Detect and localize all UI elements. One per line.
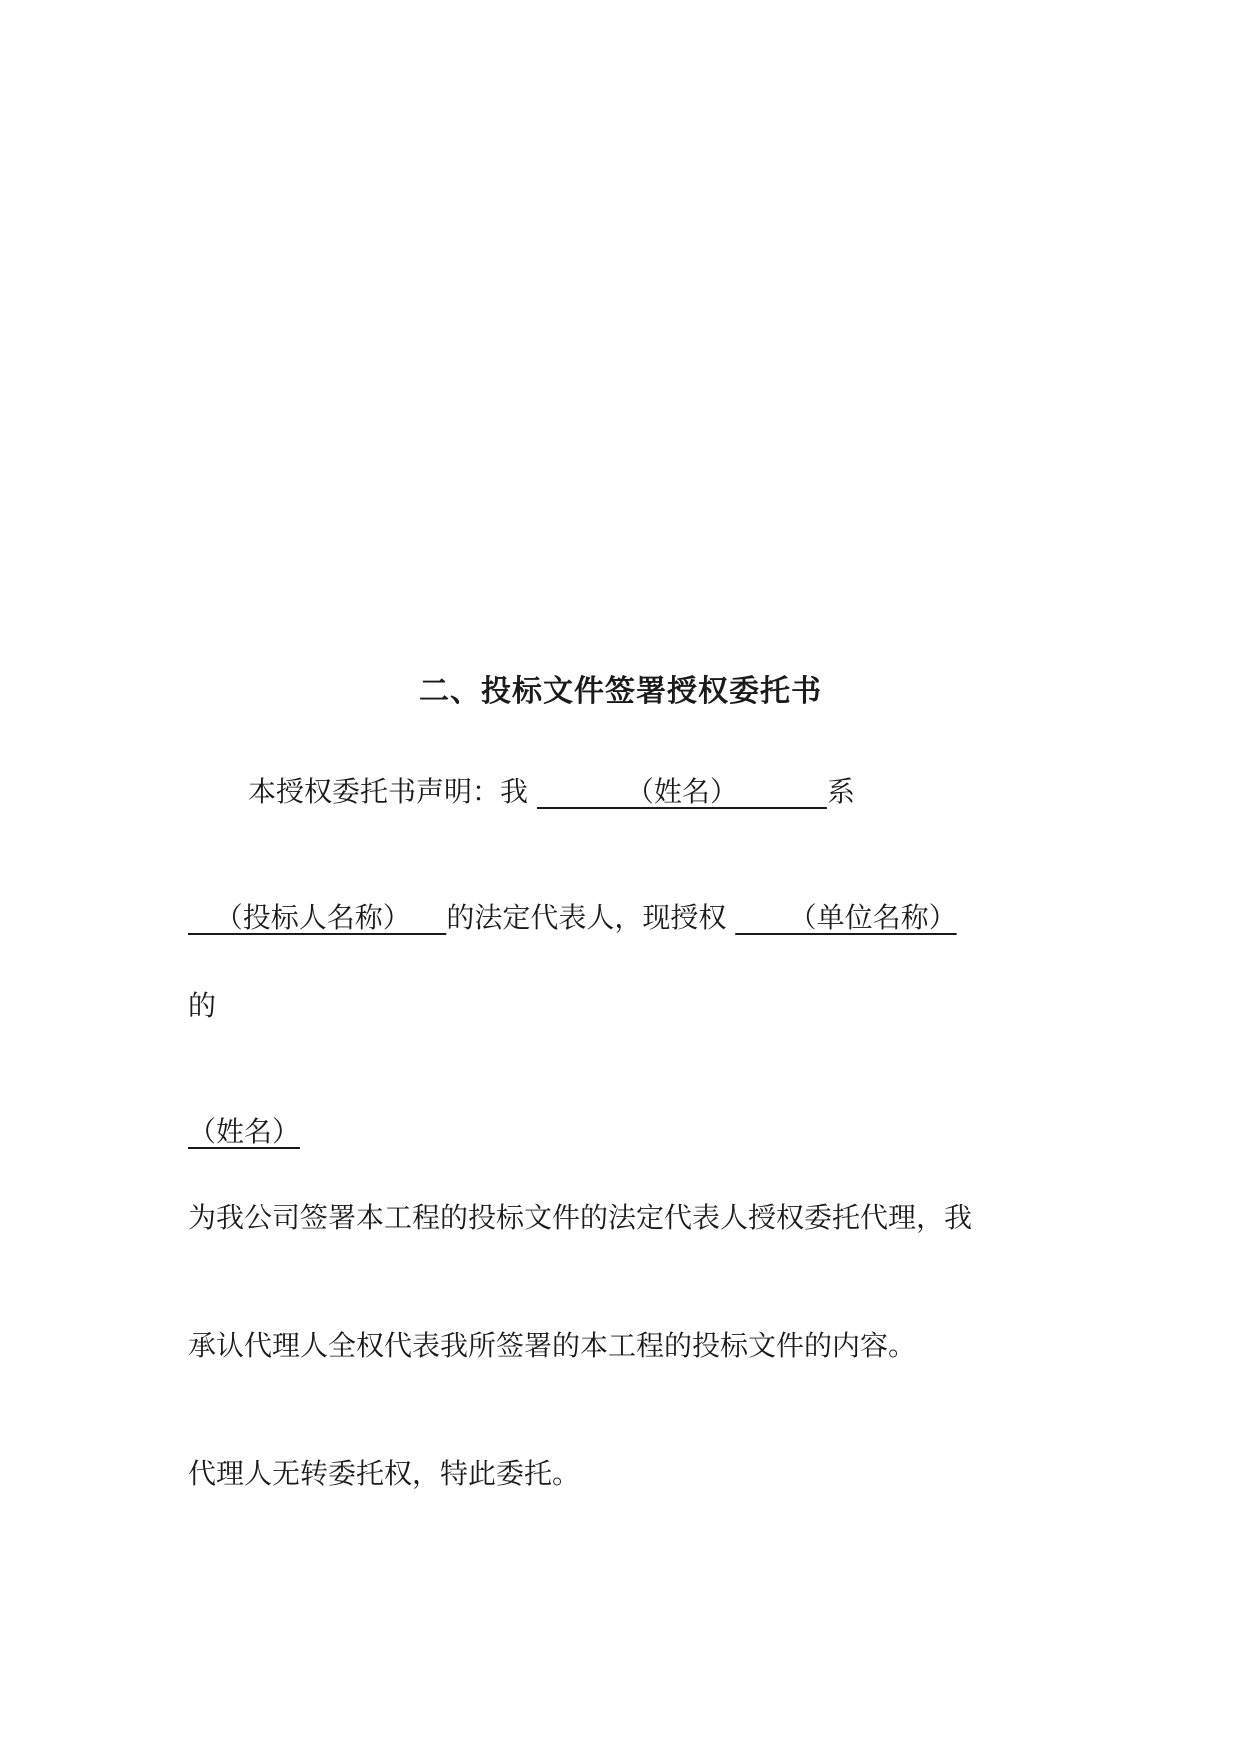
bidder-name-blank: （投标人名称） <box>188 901 447 934</box>
declaration-middle: 的法定代表人，现授权 <box>446 901 727 934</box>
declaration-prefix: 本授权委托书声明：我 <box>248 775 529 808</box>
agent-name-blank: （姓名） <box>188 1115 301 1148</box>
legal-rep-name-blank: （姓名） <box>536 775 827 808</box>
declaration-line-6: 承认代理人全权代表我所签署的本工程的投标文件的内容。 <box>188 1329 917 1362</box>
declaration-suffix: 系 <box>826 775 855 808</box>
declaration-line-4 <box>188 1114 300 1150</box>
unit-name-blank: （单位名称） <box>735 901 957 934</box>
declaration-line-3: 的 <box>188 989 217 1022</box>
declaration-line-1 <box>248 774 855 810</box>
document-title: 二、投标文件签署授权委托书 <box>419 674 822 709</box>
declaration-line-7: 代理人无转委托权，特此委托。 <box>188 1457 581 1490</box>
declaration-line-5: 为我公司签署本工程的投标文件的法定代表人授权委托代理，我 <box>188 1201 973 1234</box>
declaration-line-2 <box>188 900 957 936</box>
